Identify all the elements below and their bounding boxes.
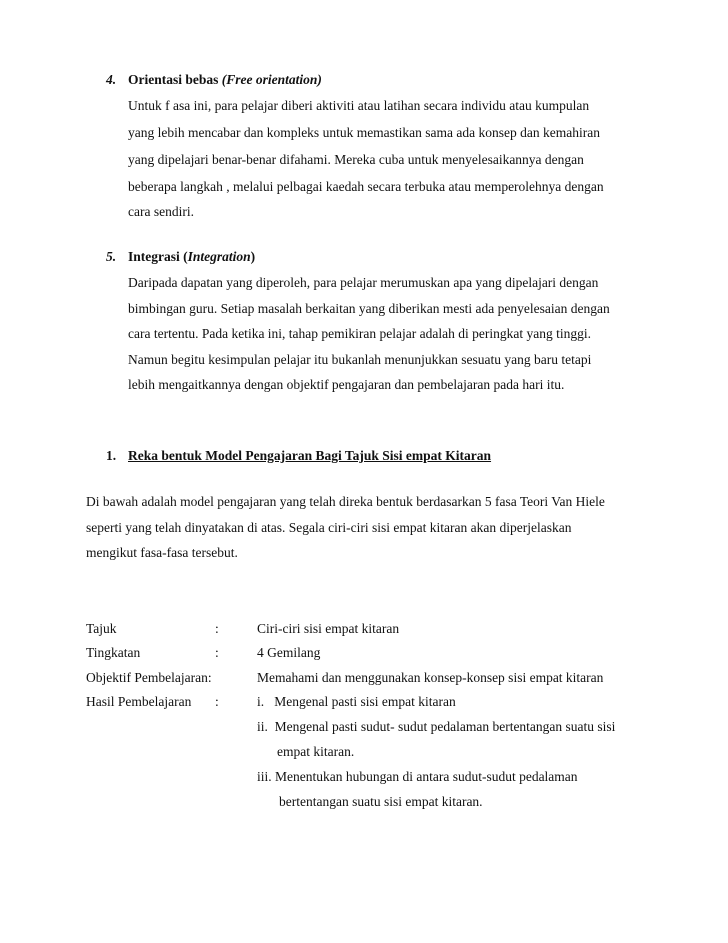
section-4-title-bold: Orientasi bebas [128,72,222,87]
section-5-title-italic: Integration [187,249,251,264]
section-5-title-bold: Integrasi ( [128,249,188,264]
intro-line-3: mengikut fasa-fasa tersebut. [86,545,238,560]
section-5-title-close: ) [250,249,256,264]
section-5-number: 5. [106,249,117,264]
intro-line-2: seperti yang telah dinyatakan di atas. Segala ciri-ciri sisi empat kitaran akan diperjelaskan [86,520,572,535]
section-4-line-1: Untuk f asa ini, para pelajar diberi aktiviti atau latihan secara individu atau kumpulan [128,98,590,113]
heading-1-number: 1. [106,448,117,463]
tajuk-label: Tajuk [86,621,117,636]
section-5-line-4: Namun begitu kesimpulan pelajar itu bukanlah menunjukkan sesuatu yang baru tetapi [128,352,592,367]
hasil-item-3-cont: bertentangan suatu sisi empat kitaran. [279,794,483,809]
section-5-line-5: lebih mengaitkannya dengan objektif pengajaran dan pembelajaran pada hari itu. [128,377,565,392]
objektif-label: Objektif Pembelajaran: [86,670,212,685]
hasil-label: Hasil Pembelajaran [86,694,192,709]
objektif-value: Memahami dan menggunakan konsep-konsep sisi empat kitaran [257,670,604,685]
section-4-line-5: cara sendiri. [128,204,194,219]
tingkatan-value: 4 Gemilang [257,645,321,660]
hasil-item-3: iii. Menentukan hubungan di antara sudut-sudut pedalaman [257,769,578,784]
section-4-title-italic: (Free orientation) [221,72,322,87]
tingkatan-colon: : [215,645,219,660]
tajuk-colon: : [215,621,219,636]
tingkatan-label: Tingkatan [86,645,141,660]
hasil-item-2: ii. Mengenal pasti sudut- sudut pedalaman bertentangan suatu sisi [257,719,616,734]
hasil-colon: : [215,694,219,709]
section-4-number: 4. [106,72,117,87]
hasil-item-1: i. Mengenal pasti sisi empat kitaran [257,694,456,709]
section-4-line-3: yang dipelajari benar-benar difahami. Mereka cuba untuk menyelesaikannya dengan [128,152,584,167]
section-5-line-3: cara tertentu. Pada ketika ini, tahap pemikiran pelajar adalah di peringkat yang tinggi. [128,326,591,341]
section-4-title [128,72,322,88]
heading-1-title: Reka bentuk Model Pengajaran Bagi Tajuk Sisi empat Kitaran [128,448,492,463]
intro-line-1: Di bawah adalah model pengajaran yang telah direka bentuk berdasarkan 5 fasa Teori Van Hiele [86,494,605,509]
section-4-line-4: beberapa langkah , melalui pelbagai kaedah secara terbuka atau memperolehnya dengan [128,179,604,194]
section-5-line-1: Daripada dapatan yang diperoleh, para pelajar merumuskan apa yang dipelajari dengan [128,275,599,290]
section-5-title [128,249,255,265]
tajuk-value: Ciri-ciri sisi empat kitaran [257,621,400,636]
hasil-item-2-cont: empat kitaran. [277,744,355,759]
section-4-line-2: yang lebih mencabar dan kompleks untuk memastikan sama ada konsep dan kemahiran [128,125,600,140]
section-5-line-2: bimbingan guru. Setiap masalah berkaitan yang diberikan mesti ada penyelesaian dengan [128,301,610,316]
